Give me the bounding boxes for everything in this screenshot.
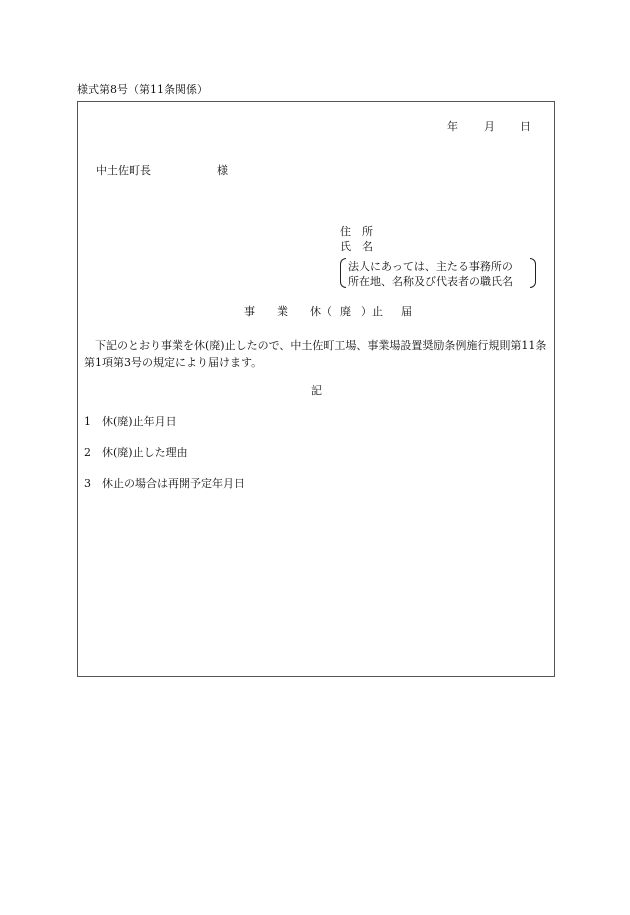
name-label-char-1: 氏 <box>340 240 351 253</box>
list-item <box>84 447 188 458</box>
title-part-1: 事 <box>244 305 255 318</box>
ki-heading: 記 <box>311 384 322 397</box>
right-bracket <box>530 258 536 288</box>
address-label-char-1: 住 <box>340 225 351 238</box>
form-number-label: 様式第8号（第11条関係） <box>77 83 208 96</box>
item-label: 休(廃)止年月日 <box>102 415 177 428</box>
corporate-note-line-2: 所在地、名称及び代表者の職氏名 <box>348 275 513 288</box>
item-number: 3 <box>84 477 91 490</box>
title-part-2: 業 <box>277 305 288 318</box>
document-title <box>244 306 412 317</box>
title-part-6: 届 <box>401 305 412 318</box>
recipient-name: 中土佐町長 <box>96 164 151 177</box>
body-paragraph: 下記のとおり事業を休(廃)止したので、中土佐町工場、事業場設置奨励条例施行規則第11条第1項第3号の規定により届けます。 <box>84 339 547 369</box>
item-number: 2 <box>84 446 91 459</box>
date-day-label: 日 <box>520 120 531 133</box>
address-label <box>340 226 373 237</box>
corporate-note-line-1: 法人にあっては、主たる事務所の <box>348 260 513 273</box>
address-label-char-2: 所 <box>362 225 373 238</box>
left-bracket <box>340 258 346 288</box>
item-number: 1 <box>84 415 91 428</box>
name-label <box>340 241 373 252</box>
corporate-note-bracket <box>340 257 536 291</box>
date-year-label: 年 <box>447 120 458 133</box>
date-month-label: 月 <box>484 120 495 133</box>
item-label: 休(廃)止した理由 <box>102 446 188 459</box>
title-part-4: 廃 <box>340 305 351 318</box>
recipient-honorific: 様 <box>217 164 228 177</box>
list-item <box>84 416 177 427</box>
item-label: 休止の場合は再開予定年月日 <box>102 477 245 490</box>
list-item <box>84 478 245 489</box>
name-label-char-2: 名 <box>362 240 373 253</box>
title-part-5: ）止 <box>361 305 383 318</box>
title-part-3: 休（ <box>310 305 332 318</box>
